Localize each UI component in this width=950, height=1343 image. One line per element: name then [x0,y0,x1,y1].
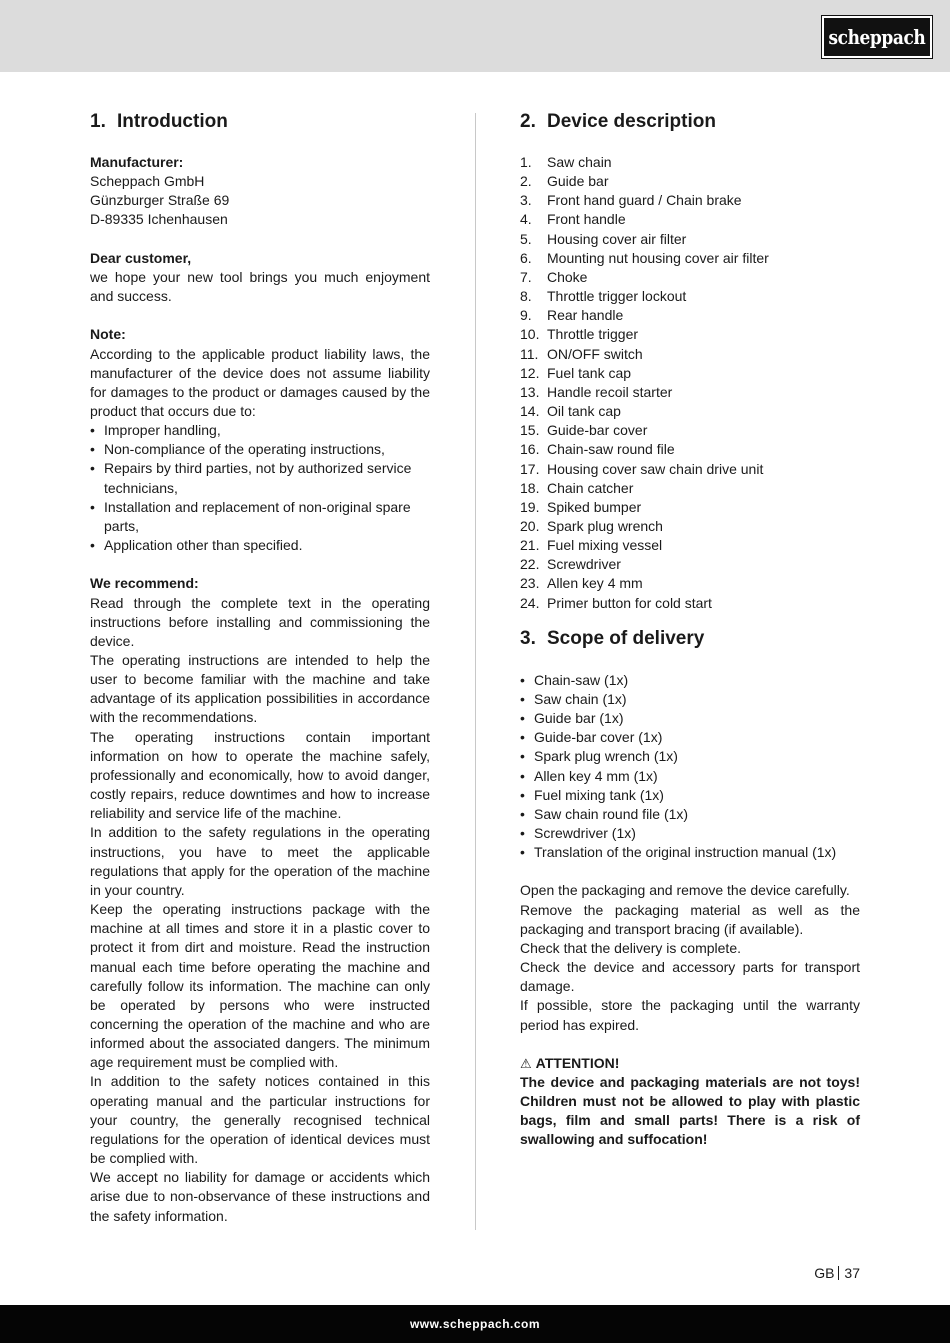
list-item: 17. Housing cover saw chain drive unit [520,460,764,477]
scope-list [520,671,860,863]
column-divider [475,113,476,1230]
list-item: 1. Saw chain [520,154,612,170]
page-number [800,1264,860,1282]
list-item: 21. Fuel mixing vessel [520,537,663,554]
scope-paragraph: Check the device and accessory parts for transport damage. [520,959,860,995]
logo-text: scheppach [828,25,926,49]
manufacturer-label: Manufacturer: [90,154,184,170]
manufacturer-line: D-89335 Ichenhausen [90,211,228,228]
recommend-paragraph: We accept no liability for damage or accidents which arise due to non-observance of these instructions and the safety information. [90,1169,430,1224]
list-item: • Translation of the original instruction manual (1x) [520,843,860,862]
recommend-label: We recommend: [90,575,199,592]
list-item: 13. Handle recoil starter [520,383,673,400]
list-item: 18. Chain catcher [520,479,634,496]
list-item: • Chain-saw (1x) [520,671,860,690]
list-item: 5. Housing cover air filter [520,230,687,247]
list-item: 2. Guide bar [520,173,609,190]
attention-title: ⚠ ATTENTION! [520,1054,860,1073]
manufacturer-line: Günzburger Straße 69 [90,192,230,209]
recommend-paragraph: The operating instructions contain important information on how to operate the machine safely, professionally and economically, how to avoid danger, costly repairs, reduce downtimes and how to increase reliability and service life of the machine. [90,728,430,822]
warning-triangle-icon: ⚠ [520,1055,532,1071]
list-item: 6. Mounting nut housing cover air filter [520,249,769,266]
note-list [90,421,430,555]
dear-customer-label: Dear customer, [90,249,192,266]
recommend-paragraph: Keep the operating instructions package with the machine at all times and store it in a plastic cover to protect it from dirt and moisture. Read the instruction manual each time before operating the machine and carefully follow its information. The machine can only be operated by persons who were instructed concerning the operation of the machine and who are informed about the associated dangers. The minimum age requirement must be complied with. [90,901,430,1071]
recommend-paragraph: Read through the complete text in the operating instructions before installing and commissioning the device. [90,594,430,649]
list-item: 15. Guide-bar cover [520,422,648,439]
list-item: 4. Front handle [520,211,626,228]
list-item: • Saw chain (1x) [520,690,860,709]
page-number-value: 37 [844,1265,860,1281]
list-item: 9. Rear handle [520,307,624,324]
list-item: • Guide-bar cover (1x) [520,728,860,747]
list-item: • Spark plug wrench (1x) [520,747,860,766]
note-label: Note: [90,326,126,343]
scope-paragraph: If possible, store the packaging until the warranty period has expired. [520,997,860,1033]
list-item: • Guide bar (1x) [520,709,860,728]
list-item: • Application other than specified. [90,536,430,555]
recommend-paragraph: In addition to the safety notices contained in this operating manual and the particular instructions for your country, the generally recognised technical regulations for the operation of identical devices must be complied with. [90,1073,430,1167]
list-item: • Allen key 4 mm (1x) [520,767,860,786]
manufacturer-line: Scheppach GmbH [90,173,205,190]
list-item: 14. Oil tank cap [520,403,621,420]
list-item: • Fuel mixing tank (1x) [520,786,860,805]
list-item: • Installation and replacement of non-original spare parts, [90,498,430,536]
recommend-paragraph: The operating instructions are intended to help the user to become familiar with the machine and take advantage of its application possibilities in accordance with the recommendations. [90,652,430,726]
list-item: 23. Allen key 4 mm [520,575,643,592]
list-item: 19. Spiked bumper [520,498,642,515]
list-item: • Saw chain round file (1x) [520,805,860,824]
list-item: 8. Throttle trigger lockout [520,288,687,305]
list-item: 22. Screwdriver [520,556,621,573]
attention-text: The device and packaging materials are not toys! Children must not be allowed to play with plastic bags, film and small parts! There is a risk of swallowing and suffocation! [520,1074,860,1148]
dear-customer-text: we hope your new tool brings you much enjoyment and success. [90,268,430,305]
scope-of-delivery-heading: 3. Scope of delivery [520,627,705,649]
list-item: • Non-compliance of the operating instructions, [90,440,430,459]
device-parts-list [520,153,860,613]
list-item: 7. Choke [520,268,588,285]
note-text: According to the applicable product liability laws, the manufacturer of the device does not assume liability for damages to the product or damages caused by the product that occurs due to: [90,345,430,419]
right-column [520,110,860,1150]
list-item: 3. Front hand guard / Chain brake [520,192,742,209]
list-item: 16. Chain-saw round file [520,441,675,458]
list-item: 10. Throttle trigger [520,326,639,343]
footer-url[interactable]: www.scheppach.com [409,1317,541,1331]
device-description-heading: 2. Device description [520,111,716,132]
list-item: • Improper handling, [90,421,430,440]
list-item: 11. ON/OFF switch [520,345,643,362]
header-bar [0,0,950,72]
scheppach-logo [822,16,932,58]
list-item: • Screwdriver (1x) [520,824,860,843]
scope-paragraph: Open the packaging and remove the device carefully. [520,882,850,899]
list-item: • Repairs by third parties, not by authorized service technicians, [90,459,430,497]
footer-bar [0,1305,950,1343]
list-item: 20. Spark plug wrench [520,517,663,534]
introduction-section [90,110,430,1226]
scope-paragraph: Remove the packaging material as well as the packaging and transport bracing (if available). [520,901,860,937]
list-item: 24. Primer button for cold start [520,594,712,611]
introduction-heading: 1. Introduction [90,111,228,132]
scope-paragraph: Check that the delivery is complete. [520,939,741,956]
page-lang: GB [814,1265,835,1281]
recommend-paragraph: In addition to the safety regulations in the operating instructions, you have to meet the applicable regulations that apply for the operation of the machine in your country. [90,824,430,898]
list-item: 12. Fuel tank cap [520,364,632,381]
